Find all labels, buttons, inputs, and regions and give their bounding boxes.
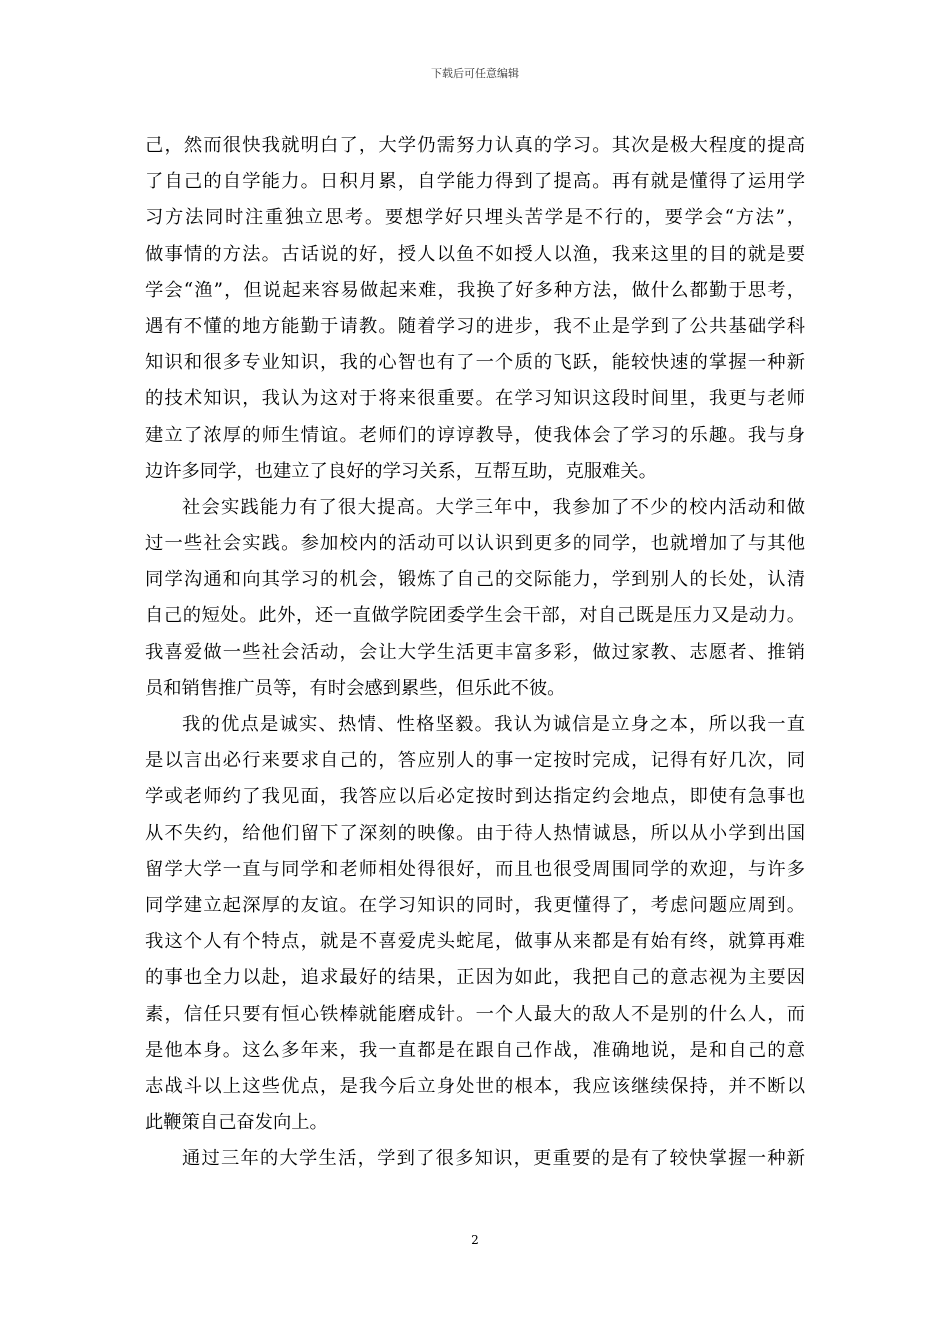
text-line: 了自己的自学能力。日积月累，自学能力得到了提高。再有就是懂得了运用学: [145, 171, 805, 193]
text-line: 员和销售推广员等，有时会感到累些，但乐此不彼。: [145, 677, 566, 699]
text-line: 是他本身。这么多年来，我一直都是在跟自己作战，准确地说，是和自己的意: [145, 1039, 805, 1061]
text-line: 习方法同时注重独立思考。要想学好只埋头苦学是不行的，要学会“方法”，: [145, 207, 805, 229]
text-line: 过一些社会实践。参加校内的活动可以认识到更多的同学，也就增加了与其他: [145, 533, 805, 555]
text-line: 从不失约，给他们留下了深刻的映像。由于待人热情诚恳，所以从小学到出国: [145, 822, 805, 844]
text-line: 自己的短处。此外，还一直做学院团委学生会干部，对自己既是压力又是动力。: [145, 605, 805, 627]
text-line: 此鞭策自己奋发向上。: [145, 1112, 328, 1134]
text-line: 我喜爱做一些社会活动，会让大学生活更丰富多彩，做过家教、志愿者、推销: [145, 641, 805, 663]
text-line: 的事也全力以赴，追求最好的结果，正因为如此，我把自己的意志视为主要因: [145, 967, 805, 989]
text-line: 我这个人有个特点，就是不喜爱虎头蛇尾，做事从来都是有始有终，就算再难: [145, 931, 805, 953]
text-line: 建立了浓厚的师生情谊。老师们的谆谆教导，使我体会了学习的乐趣。我与身: [145, 424, 805, 446]
page-header: 下载后可任意编辑: [431, 67, 519, 80]
text-line: 留学大学一直与同学和老师相处得很好，而且也很受周围同学的欢迎，与许多: [145, 858, 805, 880]
text-line: 素，信任只要有恒心铁棒就能磨成针。一个人最大的敌人不是别的什么人，而: [145, 1003, 805, 1025]
text-line: 的技术知识，我认为这对于将来很重要。在学习知识这段时间里，我更与老师: [145, 388, 805, 410]
text-line: 同学沟通和向其学习的机会，锻炼了自己的交际能力，学到别人的长处，认清: [145, 569, 805, 591]
text-line: 知识和很多专业知识，我的心智也有了一个质的飞跃，能较快速的掌握一种新: [145, 352, 805, 374]
text-line: 学会“渔”，但说起来容易做起来难，我换了好多种方法，做什么都勤于思考，: [145, 279, 805, 301]
text-line: 同学建立起深厚的友谊。在学习知识的同时，我更懂得了，考虑问题应周到。: [145, 894, 805, 916]
paragraph-first-line: 社会实践能力有了很大提高。大学三年中，我参加了不少的校内活动和做: [182, 496, 805, 518]
text-line: 己，然而很快我就明白了，大学仍需努力认真的学习。其次是极大程度的提高: [145, 135, 805, 156]
text-line: 做事情的方法。古话说的好，授人以鱼不如授人以渔，我来这里的目的就是要: [145, 243, 805, 265]
document-body: [145, 128, 805, 1177]
paragraph-first-line: 通过三年的大学生活，学到了很多知识，更重要的是有了较快掌握一种新: [182, 1148, 805, 1170]
text-line: 志战斗以上这些优点，是我今后立身处世的根本，我应该继续保持，并不断以: [145, 1075, 805, 1097]
paragraph-first-line: 我的优点是诚实、热情、性格坚毅。我认为诚信是立身之本，所以我一直: [182, 714, 805, 735]
text-line: 学或老师约了我见面，我答应以后必定按时到达指定约会地点，即使有急事也: [145, 786, 805, 808]
text-line: 遇有不懂的地方能勤于请教。随着学习的进步，我不止是学到了公共基础学科: [145, 315, 805, 337]
page-number: 2: [471, 1233, 479, 1247]
text-line: 边许多同学，也建立了良好的学习关系，互帮互助，克服难关。: [145, 460, 657, 482]
text-line: 是以言出必行来要求自己的，答应别人的事一定按时完成，记得有好几次，同: [145, 750, 805, 772]
